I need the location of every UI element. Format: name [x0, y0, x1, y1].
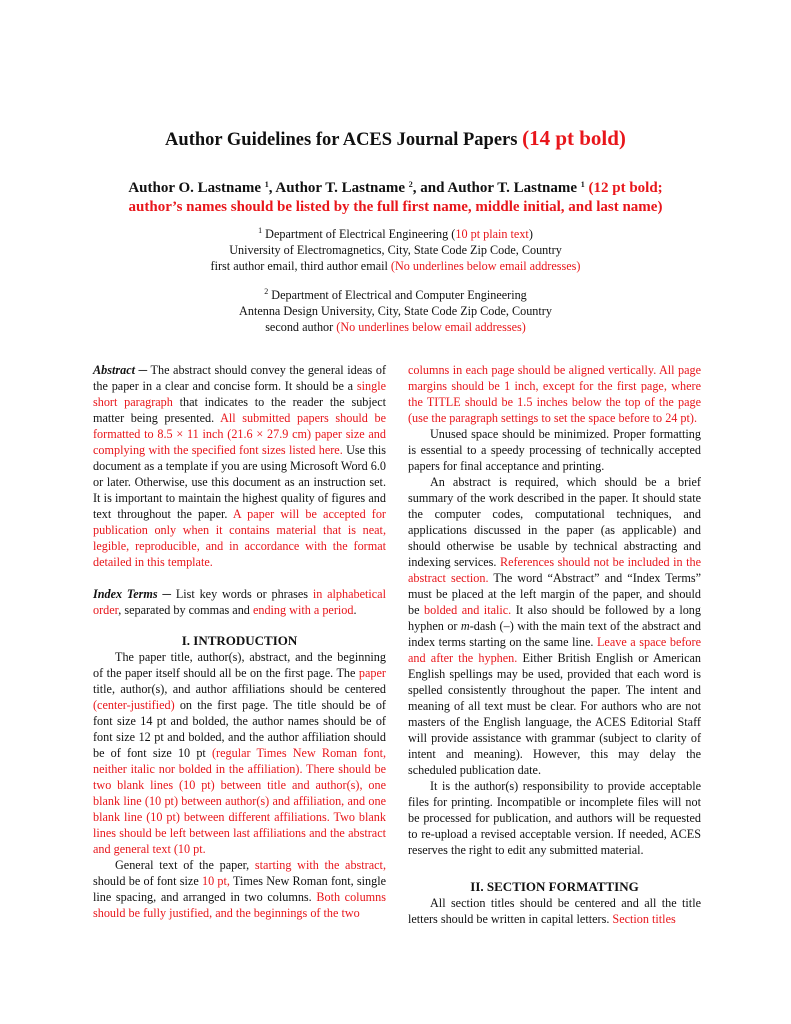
affiliation-1-sup: 1 — [258, 226, 263, 235]
text-run: Times New Roman font, single line spacing, and arranged in two columns. — [93, 874, 386, 904]
highlight-run: All submitted papers should be formatted to 8.5 × 11 inch (21.6 × 27.9 cm) paper size and complying with the specified font sizes listed here. — [93, 411, 386, 457]
author-list — [0, 179, 791, 217]
intro-paragraph-2 — [93, 857, 386, 921]
highlight-run: (regular Times New Roman font, neither italic nor bolded in the affiliation). There should be two blank lines (10 pt) between title and author(s), one blank line (10 pt) between author(s) and affiliation, and one blank line (10 pt) between different affiliations. Two blank lines should be left between last affiliations and the abstract and general text (10 pt. — [93, 746, 387, 856]
author-3: , and Author T. Lastname — [412, 180, 581, 196]
abstract-paragraph — [93, 362, 386, 570]
highlight-run: starting with the abstract, — [254, 858, 386, 872]
text-run: All section titles should be centered and all the title letters should be written in capital letters. — [408, 896, 701, 926]
title-main: Author Guidelines for ACES Journal Papers — [165, 130, 523, 150]
affiliation-1-emails: first author email, third author email — [210, 259, 391, 273]
left-column — [93, 362, 386, 921]
intro-paragraph-3: Unused space should be minimized. Proper formatting is essential to a speedy processing of technically accepted papers for final acceptance and printing. — [408, 427, 701, 473]
highlight-run: Leave a space before and after the hyphen. — [408, 635, 701, 665]
italic-run: m — [460, 619, 470, 633]
highlight-run: 10 pt, — [201, 874, 230, 888]
affiliation-1-dept-close: ) — [528, 227, 533, 241]
highlight-run: Both columns should be fully justified, and the beginnings of the two — [93, 890, 386, 920]
affiliation-2-university: Antenna Design University, City, State Code Zip Code, Country — [239, 304, 552, 318]
highlight-run: (center-justified) — [93, 698, 175, 712]
author-2: , Author T. Lastname — [268, 180, 409, 196]
text-run: Use this document as a template if you are using Microsoft Word 6.0 or later. Otherwise, use this document as an instruction set. It is important to maintain the highest quality of figures and text throughout the paper. — [93, 443, 387, 521]
author-note-1: (12 pt bold; — [584, 180, 663, 196]
text-run: The word “Abstract” and “Index Terms” must be placed at the left margin of the paper, and should be — [408, 571, 702, 617]
intro-paragraph-5: It is the author(s) responsibility to provide acceptable files for printing. Incompatible or incomplete files will not be processed for publication, and authors will be requested to re-upload a revised acceptable version. If needed, ACES reserves the right to edit any submitted material. — [408, 779, 701, 857]
affiliation-2-dept: Department of Electrical and Computer Engineering — [268, 288, 527, 302]
author-1-sup: 1 — [264, 180, 269, 189]
highlight-run: paper — [358, 666, 386, 680]
text-run: should be of font size — [93, 874, 202, 888]
author-note-2: author’s names should be listed by the full first name, middle initial, and last name) — [128, 199, 663, 215]
section-formatting-paragraph-1 — [408, 895, 701, 927]
highlight-run: Section titles — [612, 912, 676, 926]
intro-paragraph-4 — [408, 474, 701, 778]
affiliation-1-dept: Department of Electrical Engineering ( — [262, 227, 456, 241]
text-run: , separated by commas and — [118, 603, 253, 617]
index-terms-paragraph — [93, 586, 386, 618]
affiliation-1-university: University of Electromagnetics, City, State Code Zip Code, Country — [229, 243, 562, 257]
highlight-run: in alphabetical order — [93, 587, 386, 617]
title-note: (14 pt bold) — [522, 126, 626, 150]
affiliation-1 — [0, 226, 791, 274]
affiliation-2-emails: second author — [265, 320, 337, 334]
abstract-label: Abstract — [93, 363, 135, 377]
index-terms-dash: ─ — [157, 587, 176, 601]
section-heading-introduction: I. INTRODUCTION — [181, 633, 298, 648]
text-run: title, author(s), and author affiliations should be centered — [93, 682, 386, 696]
affiliation-1-dept-note: 10 pt plain text — [455, 227, 529, 241]
section-heading-formatting: II. SECTION FORMATTING — [470, 879, 639, 894]
highlight-run: single short paragraph — [93, 379, 386, 409]
text-run: An abstract is required, which should be a brief summary of the work described in the paper. It should state the computer codes, computational techniques, and applications discussed in the paper (as applicable) and should otherwise be usable by technical abstracting and indexing services. — [408, 475, 701, 569]
text-run: Either British English or American English spellings may be used, provided that each word is spelled consistently throughout the paper. The intent and meaning of all text must be clear. For authors who are not masters of the English language, the ACES Editorial Staff will provide assistance with grammar (subject to clarity of intent and meaning). However, this may delay the scheduled publication date. — [408, 651, 701, 777]
text-run: List key words or phrases — [175, 587, 313, 601]
text-run: that indicates to the reader the subject matter being presented. — [93, 395, 386, 425]
abstract-dash: ─ — [134, 363, 151, 377]
intro-paragraph-1 — [93, 649, 386, 857]
affiliation-1-email-note: (No underlines below email addresses) — [390, 259, 581, 273]
text-run: on the first page. The title should be of font size 14 pt and bolded, the author names should be of font size 12 pt and bolded, and the author affiliation should be of font size 10 pt — [93, 698, 386, 760]
highlight-run: bolded and italic. — [424, 603, 512, 617]
author-2-sup: 2 — [408, 180, 413, 189]
index-terms-label: Index Terms — [93, 587, 158, 601]
author-1: Author O. Lastname — [128, 180, 265, 196]
text-run: . — [353, 603, 357, 617]
author-3-sup: 1 — [580, 180, 585, 189]
affiliation-2 — [0, 287, 791, 335]
affiliation-2-email-note: (No underlines below email addresses) — [336, 320, 526, 334]
text-run: It also should be followed by a long hyphen or — [408, 603, 701, 633]
text-run: The abstract should convey the general ideas of the paper in a clear and concise form. It should be a — [93, 363, 387, 393]
text-run: The paper title, author(s), abstract, and the beginning of the paper itself should all be on the first page. The — [93, 650, 386, 680]
highlight-run: A paper will be accepted for publication only when it contains material that is neat, legible, reproducible, and in accordance with the format detailed in this template. — [93, 507, 386, 569]
highlight-run: ending with a period — [252, 603, 354, 617]
paper-title — [0, 126, 791, 151]
right-column — [408, 362, 701, 927]
affiliation-2-sup: 2 — [264, 287, 269, 296]
text-run: General text of the paper, — [115, 858, 255, 872]
text-run: -dash (–) with the main text of the abstract and index terms starting on the same line. — [408, 619, 701, 649]
highlight-run: References should not be included in the abstract section. — [408, 555, 701, 585]
intro-paragraph-2-continued: columns in each page should be aligned vertically. All page margins should be 1 inch, except for the first page, where the TITLE should be 1.5 inches below the top of the page (use the paragraph settings to set the space before to 24 pt). — [408, 363, 701, 425]
